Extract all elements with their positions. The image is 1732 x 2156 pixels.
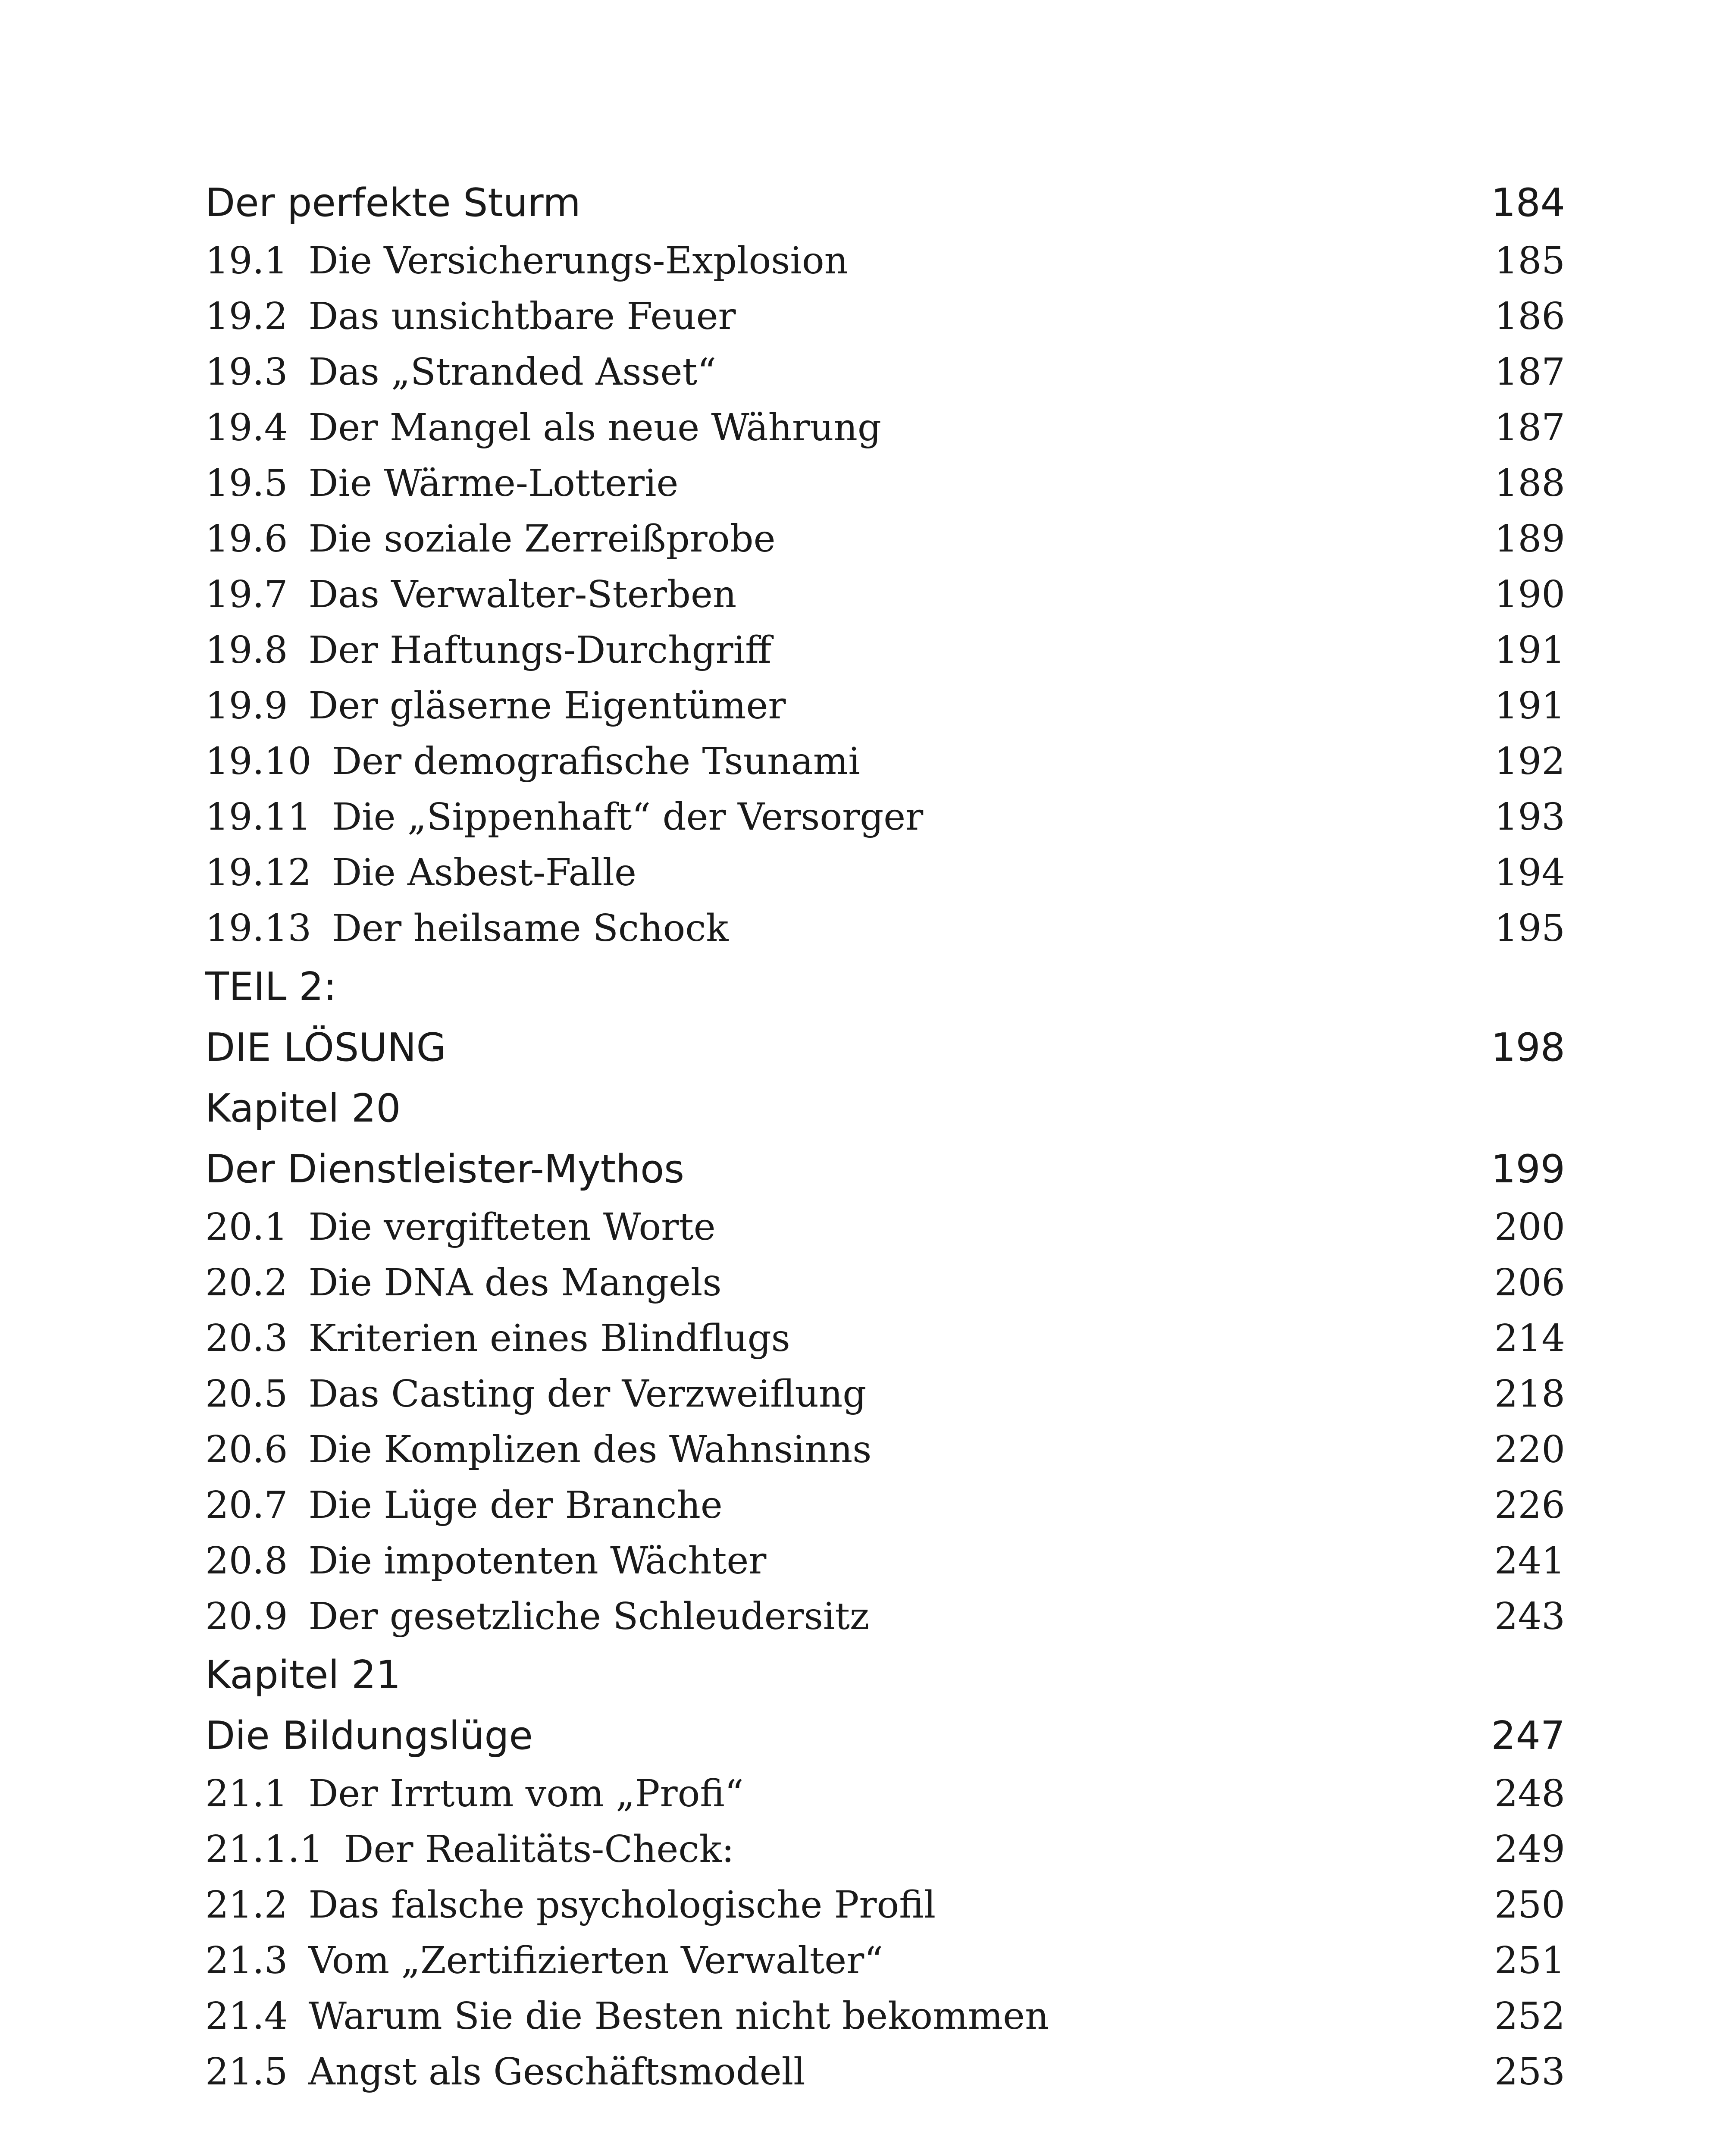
page-ref: 226 bbox=[1494, 1484, 1565, 1527]
section-title: Der Dienstleister-Mythos bbox=[205, 1147, 685, 1192]
section-title: Die DNA des Mangels bbox=[308, 1261, 722, 1304]
section-number: 19.7 bbox=[205, 573, 288, 616]
toc-entry-label bbox=[205, 1822, 734, 1877]
toc-entry bbox=[205, 289, 1565, 345]
toc-entry bbox=[205, 1766, 1565, 1822]
toc-entry bbox=[205, 1255, 1565, 1311]
toc-entry-label bbox=[205, 1422, 871, 1478]
toc-entry-label bbox=[205, 1705, 533, 1766]
toc-entry bbox=[205, 400, 1565, 456]
toc-heading bbox=[205, 1078, 1565, 1139]
toc-entry bbox=[205, 345, 1565, 400]
toc-entry bbox=[205, 1200, 1565, 1255]
section-title: Die vergifteten Worte bbox=[308, 1206, 716, 1249]
section-title: Die „Sippenhaft“ der Versorger bbox=[332, 796, 924, 839]
section-number: 21.3 bbox=[205, 1939, 288, 1982]
section-number: 20.1 bbox=[205, 1206, 288, 1249]
section-title: Kapitel 20 bbox=[205, 1086, 401, 1131]
toc-entry bbox=[205, 790, 1565, 845]
section-title: Die soziale Zerreißprobe bbox=[308, 517, 776, 561]
section-title: Der gesetzliche Schleudersitz bbox=[308, 1595, 870, 1638]
section-number: 19.1 bbox=[205, 239, 288, 282]
section-number: 21.2 bbox=[205, 1883, 288, 1927]
toc-entry-label bbox=[205, 1478, 723, 1533]
page-ref: 187 bbox=[1494, 406, 1565, 449]
toc-entry-label bbox=[205, 734, 860, 790]
section-number: 19.6 bbox=[205, 517, 288, 561]
page-ref: 199 bbox=[1491, 1147, 1565, 1192]
page-ref: 186 bbox=[1494, 295, 1565, 338]
section-title: Die Bildungslüge bbox=[205, 1713, 533, 1758]
toc-entry-label bbox=[205, 511, 776, 567]
page-ref: 253 bbox=[1494, 2050, 1565, 2093]
toc-entry-label bbox=[205, 901, 729, 956]
section-number: 19.8 bbox=[205, 629, 288, 672]
section-title: Das Casting der Verzweiflung bbox=[308, 1373, 867, 1416]
page-ref: 243 bbox=[1494, 1595, 1565, 1638]
page-ref: 198 bbox=[1491, 1025, 1565, 1070]
section-title: Das unsichtbare Feuer bbox=[308, 295, 736, 338]
section-title: Das falsche psychologische Profil bbox=[308, 1883, 936, 1927]
toc-entry-label bbox=[205, 289, 736, 345]
toc-entry-label bbox=[205, 623, 771, 678]
toc-entry-label bbox=[205, 233, 848, 289]
toc-entry-label bbox=[205, 1589, 869, 1645]
section-title: Der heilsame Schock bbox=[332, 907, 729, 950]
toc-entry bbox=[205, 1933, 1565, 1989]
toc-entry bbox=[205, 1589, 1565, 1645]
section-number: 19.5 bbox=[205, 462, 288, 505]
section-title: Angst als Geschäftsmodell bbox=[308, 2050, 805, 2093]
page-ref: 192 bbox=[1494, 740, 1565, 783]
section-number: 19.4 bbox=[205, 406, 288, 449]
toc-heading bbox=[205, 956, 1565, 1017]
toc-entry-label bbox=[205, 678, 786, 734]
toc-entry-label bbox=[205, 956, 337, 1017]
toc-heading bbox=[205, 172, 1565, 233]
section-title: DIE LÖSUNG bbox=[205, 1025, 447, 1070]
page-ref: 252 bbox=[1494, 1995, 1565, 2038]
toc-entry-label bbox=[205, 1078, 401, 1139]
section-number: 20.6 bbox=[205, 1428, 288, 1471]
page-ref: 195 bbox=[1494, 907, 1565, 950]
page-ref: 241 bbox=[1494, 1539, 1565, 1583]
toc-entry bbox=[205, 1533, 1565, 1589]
section-number: 19.3 bbox=[205, 351, 288, 394]
toc-entry-label bbox=[205, 1017, 446, 1078]
section-title: Kriterien eines Blindflugs bbox=[308, 1317, 790, 1360]
toc-entry-label bbox=[205, 1989, 1049, 2044]
page-ref: 191 bbox=[1494, 684, 1565, 727]
page-ref: 218 bbox=[1494, 1373, 1565, 1416]
toc-entry bbox=[205, 456, 1565, 511]
section-title: Der gläserne Eigentümer bbox=[308, 684, 786, 727]
toc-entry bbox=[205, 567, 1565, 623]
section-title: Der demografische Tsunami bbox=[332, 740, 860, 783]
section-title: Der Realitäts-Check: bbox=[344, 1828, 734, 1871]
section-number: 19.13 bbox=[205, 907, 312, 950]
section-title: Der perfekte Sturm bbox=[205, 180, 581, 226]
page-ref: 220 bbox=[1494, 1428, 1565, 1471]
toc-entry-label bbox=[205, 1200, 716, 1255]
page-ref: 184 bbox=[1491, 180, 1565, 226]
page-ref: 189 bbox=[1494, 517, 1565, 561]
page-ref: 247 bbox=[1491, 1713, 1565, 1758]
toc-entry bbox=[205, 1877, 1565, 1933]
section-title: Der Haftungs-Durchgriff bbox=[308, 629, 772, 672]
toc-entry-label bbox=[205, 1366, 866, 1422]
toc-entry bbox=[205, 233, 1565, 289]
toc-entry bbox=[205, 1311, 1565, 1366]
toc-entry-label bbox=[205, 790, 923, 845]
section-title: Das Verwalter-Sterben bbox=[308, 573, 737, 616]
page-ref: 214 bbox=[1494, 1317, 1565, 1360]
section-number: 19.9 bbox=[205, 684, 288, 727]
toc-entry-label bbox=[205, 1933, 883, 1989]
page-ref: 187 bbox=[1494, 351, 1565, 394]
section-number: 21.1.1 bbox=[205, 1828, 323, 1871]
toc-entry bbox=[205, 1478, 1565, 1533]
section-number: 20.7 bbox=[205, 1484, 288, 1527]
section-number: 21.5 bbox=[205, 2050, 288, 2093]
page-ref: 251 bbox=[1494, 1939, 1565, 1982]
section-number: 20.3 bbox=[205, 1317, 288, 1360]
toc-entry-label bbox=[205, 1139, 684, 1200]
page-ref: 200 bbox=[1494, 1206, 1565, 1249]
page-ref: 248 bbox=[1494, 1772, 1565, 1815]
toc-entry-label bbox=[205, 567, 736, 623]
page-ref: 206 bbox=[1494, 1261, 1565, 1304]
page-ref: 190 bbox=[1494, 573, 1565, 616]
toc-entry-label bbox=[205, 345, 716, 400]
toc-entry-label bbox=[205, 1255, 722, 1311]
section-number: 20.8 bbox=[205, 1539, 288, 1583]
page-ref: 193 bbox=[1494, 796, 1565, 839]
page-ref: 249 bbox=[1494, 1828, 1565, 1871]
section-number: 20.2 bbox=[205, 1261, 288, 1304]
toc-entry-label bbox=[205, 1533, 766, 1589]
section-title: Der Irrtum vom „Profi“ bbox=[308, 1772, 744, 1815]
toc-entry bbox=[205, 901, 1565, 956]
toc-entry bbox=[205, 734, 1565, 790]
toc-heading bbox=[205, 1139, 1565, 1200]
page-ref: 191 bbox=[1494, 629, 1565, 672]
section-title: Die Lüge der Branche bbox=[308, 1484, 723, 1527]
section-title: Das „Stranded Asset“ bbox=[308, 351, 717, 394]
section-number: 19.10 bbox=[205, 740, 312, 783]
section-number: 19.2 bbox=[205, 295, 288, 338]
toc-entry bbox=[205, 845, 1565, 901]
page-ref: 250 bbox=[1494, 1883, 1565, 1927]
section-number: 20.5 bbox=[205, 1373, 288, 1416]
section-title: TEIL 2: bbox=[205, 964, 337, 1009]
toc-entry-label bbox=[205, 172, 581, 233]
toc-entry-label bbox=[205, 456, 678, 511]
toc-entry bbox=[205, 623, 1565, 678]
section-title: Kapitel 21 bbox=[205, 1652, 401, 1698]
toc-entry bbox=[205, 1822, 1565, 1877]
toc-entry-label bbox=[205, 1766, 744, 1822]
section-title: Der Mangel als neue Währung bbox=[308, 406, 881, 449]
toc-entry bbox=[205, 678, 1565, 734]
toc-entry-label bbox=[205, 1877, 936, 1933]
section-number: 21.4 bbox=[205, 1995, 288, 2038]
toc-entry-label bbox=[205, 400, 881, 456]
section-title: Vom „Zertifizierten Verwalter“ bbox=[308, 1939, 883, 1982]
page-ref: 185 bbox=[1494, 239, 1565, 282]
section-title: Die Wärme-Lotterie bbox=[308, 462, 679, 505]
toc-entry-label bbox=[205, 2044, 805, 2100]
section-title: Die Versicherungs-Explosion bbox=[308, 239, 849, 282]
page-ref: 194 bbox=[1494, 851, 1565, 894]
toc-entry-label bbox=[205, 1645, 401, 1705]
toc-entry bbox=[205, 1422, 1565, 1478]
toc-entry bbox=[205, 2044, 1565, 2100]
section-title: Die Asbest-Falle bbox=[332, 851, 636, 894]
section-number: 19.11 bbox=[205, 796, 312, 839]
toc-heading bbox=[205, 1645, 1565, 1705]
toc-entry bbox=[205, 511, 1565, 567]
section-number: 20.9 bbox=[205, 1595, 288, 1638]
toc-heading bbox=[205, 1705, 1565, 1766]
table-of-contents bbox=[205, 172, 1565, 2100]
toc-entry bbox=[205, 1366, 1565, 1422]
section-title: Die Komplizen des Wahnsinns bbox=[308, 1428, 872, 1471]
toc-entry-label bbox=[205, 845, 636, 901]
toc-heading bbox=[205, 1017, 1565, 1078]
toc-entry-label bbox=[205, 1311, 790, 1366]
section-number: 21.1 bbox=[205, 1772, 288, 1815]
toc-entry bbox=[205, 1989, 1565, 2044]
section-title: Die impotenten Wächter bbox=[308, 1539, 767, 1583]
section-title: Warum Sie die Besten nicht bekommen bbox=[308, 1995, 1049, 2038]
page-ref: 188 bbox=[1494, 462, 1565, 505]
section-number: 19.12 bbox=[205, 851, 312, 894]
